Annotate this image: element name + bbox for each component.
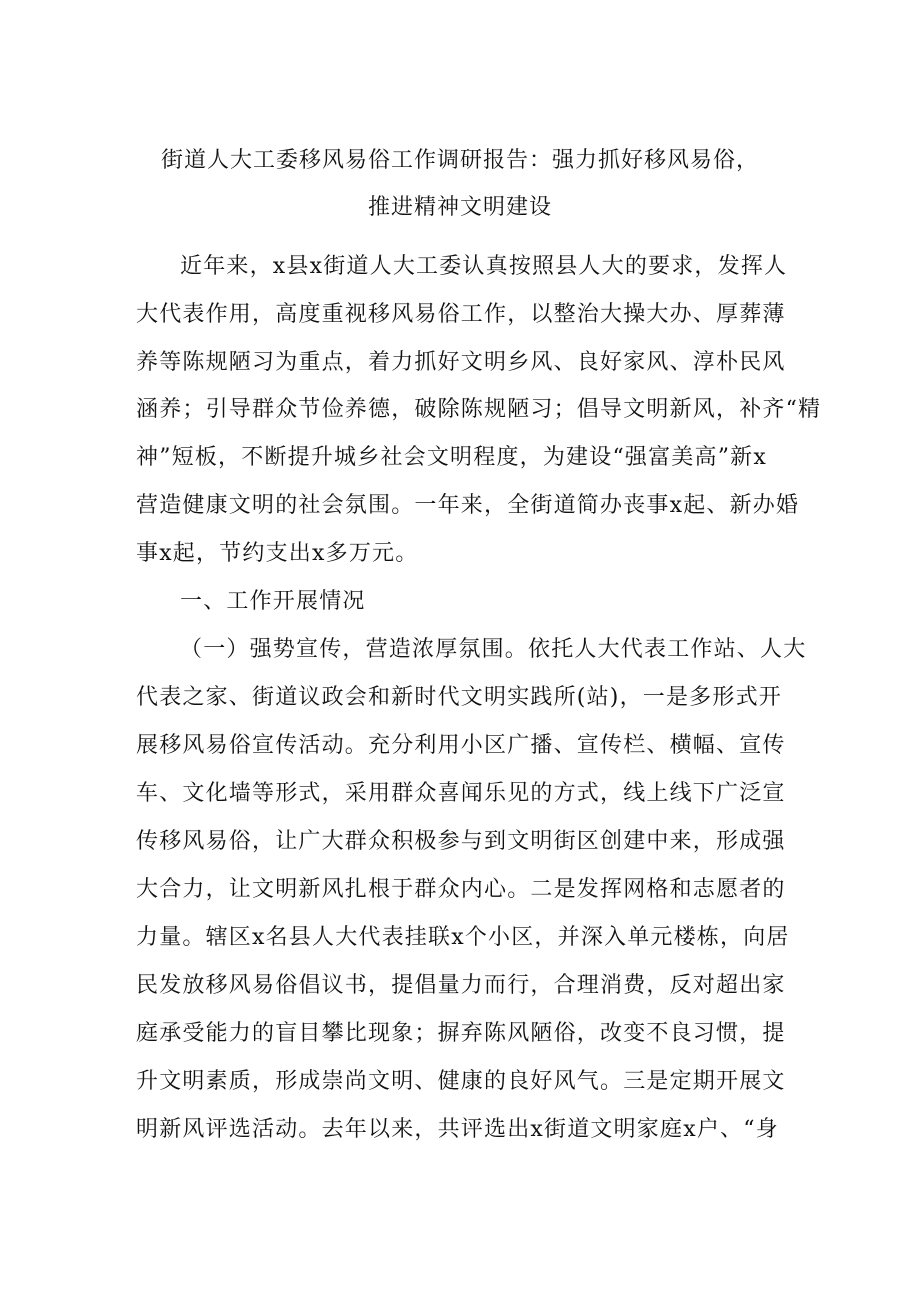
paragraph-line: 近年来，x县x街道人大工委认真按照县人大的要求，发挥人 <box>180 254 788 279</box>
document-title-line-1: 街道人大工委移风易俗工作调研报告：强力抓好移风易俗， <box>160 148 759 173</box>
document-title-line-2: 推进精神文明建设 <box>367 195 552 220</box>
paragraph-line: 事x起，节约支出x多万元。 <box>136 541 419 566</box>
paragraph-line: （一）强势宣传，营造浓厚氛围。依托人大代表工作站、人大 <box>180 637 807 662</box>
paragraph-line: 代表之家、街道议政会和新时代文明实践所(站)，一是多形式开 <box>136 685 782 710</box>
paragraph-line: 展移风易俗宣传活动。充分利用小区广播、宣传栏、横幅、宣传 <box>136 733 786 758</box>
paragraph-line: 神”短板，不断提升城乡社会文明程度，为建设“强富美高”新x <box>136 445 767 470</box>
paragraph-line: 民发放移风易俗倡议书，提倡量力而行，合理消费，反对超出家 <box>136 973 786 998</box>
paragraph-line: 庭承受能力的盲目攀比现象；摒弃陈风陋俗，改变不良习惯，提 <box>136 1021 786 1046</box>
paragraph-line: 力量。辖区x名县人大代表挂联x个小区，并深入单元楼栋，向居 <box>136 925 790 950</box>
paragraph-line: 涵养；引导群众节俭养德，破除陈规陋习；倡导文明新风，补齐“精 <box>136 397 822 422</box>
paragraph-line: 大代表作用，高度重视移风易俗工作，以整治大操大办、厚葬薄 <box>136 302 786 327</box>
paragraph-line: 升文明素质，形成崇尚文明、健康的良好风气。三是定期开展文 <box>136 1069 786 1094</box>
paragraph-line: 营造健康文明的社会氛围。一年来，全街道简办丧事x起、新办婚 <box>136 493 800 518</box>
paragraph-line: 明新风评选活动。去年以来，共评选出x街道文明家庭x户、“身 <box>136 1117 779 1142</box>
paragraph-line: 养等陈规陋习为重点，着力抓好文明乡风、良好家风、淳朴民风 <box>136 350 786 375</box>
section-heading-line: 一、工作开展情况 <box>180 589 366 614</box>
paragraph-line: 传移风易俗，让广大群众积极参与到文明街区创建中来，形成强 <box>136 829 786 854</box>
paragraph-line: 大合力，让文明新风扎根于群众内心。二是发挥网格和志愿者的 <box>136 877 786 902</box>
paragraph-line: 车、文化墙等形式，采用群众喜闻乐见的方式，线上线下广泛宣 <box>136 781 786 806</box>
